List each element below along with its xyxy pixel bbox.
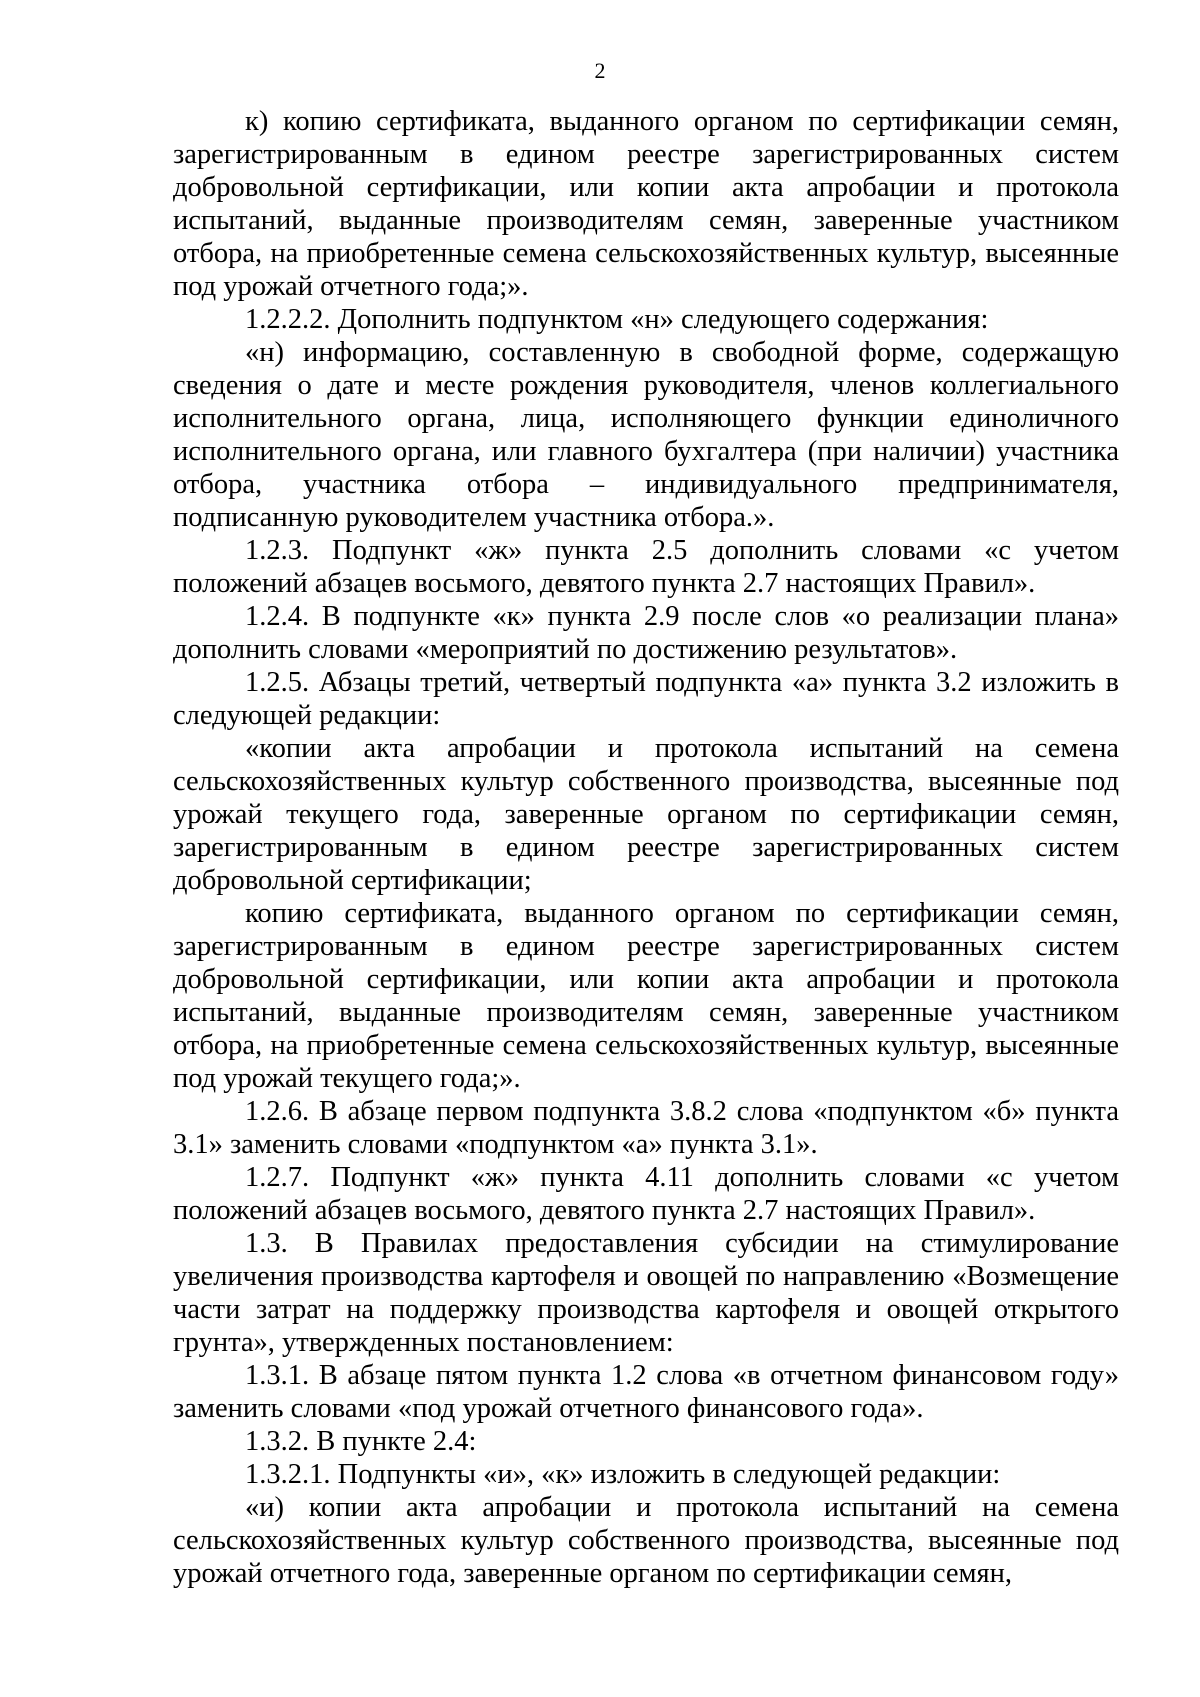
paragraph-1-3-1: 1.3.1. В абзаце пятом пункта 1.2 слова «в отчетном финансовом году» заменить словами «под урожай отчетного финансового года».: [173, 1360, 1119, 1424]
paragraph-1-2-3: 1.2.3. Подпункт «ж» пункта 2.5 дополнить словами «с учетом положений абзацев восьмого, девятого пункта 2.7 настоящих Правил».: [173, 535, 1119, 599]
paragraph-item-i: «и) копии акта апробации и протокола испытаний на семена сельскохозяйственных культур собственного производства, высеянные под урожай отчетного года, заверенные органом по сертификации семян,: [173, 1492, 1119, 1589]
paragraph-1-3-2-1: 1.3.2.1. Подпункты «и», «к» изложить в следующей редакции:: [245, 1459, 1001, 1490]
paragraph-1-2-6: 1.2.6. В абзаце первом подпункта 3.8.2 слова «подпунктом «б» пункта 3.1» заменить словами «подпунктом «а» пункта 3.1».: [173, 1096, 1119, 1160]
page-number: 2: [594, 58, 606, 83]
paragraph-item-n: «н) информацию, составленную в свободной форме, содержащую сведения о дате и месте рождения руководителя, членов коллегиального исполнительного органа, лица, исполняющего функции единоличного исполнительного органа, или главного бухгалтера (при наличии) участника отбора, участника отбора – индивидуального предпринимателя, подписанную руководителем участника отбора.».: [173, 337, 1119, 533]
document-body: [173, 105, 1119, 1590]
paragraph-1-2-5: 1.2.5. Абзацы третий, четвертый подпункта «а» пункта 3.2 изложить в следующей редакции:: [173, 667, 1119, 731]
paragraph-quoted-approbation: «копии акта апробации и протокола испытаний на семена сельскохозяйственных культур собственного производства, высеянные под урожай текущего года, заверенные органом по сертификации семян, зарегистрированным в едином реестре зарегистрированных систем добровольной сертификации;: [173, 733, 1119, 896]
paragraph-1-3-2: 1.3.2. В пункте 2.4:: [245, 1426, 477, 1457]
paragraph-item-k: к) копию сертификата, выданного органом по сертификации семян, зарегистрированным в едином реестре зарегистрированных систем добровольной сертификации, или копии акта апробации и протокола испытаний, выданные производителям семян, заверенные участником отбора, на приобретенные семена сельскохозяйственных культур, высеянные под урожай отчетного года;».: [173, 106, 1119, 302]
paragraph-1-2-2-2: 1.2.2.2. Дополнить подпунктом «н» следующего содержания:: [245, 304, 989, 335]
paragraph-1-2-7: 1.2.7. Подпункт «ж» пункта 4.11 дополнить словами «с учетом положений абзацев восьмого, девятого пункта 2.7 настоящих Правил».: [173, 1162, 1119, 1226]
paragraph-quoted-certificate: копию сертификата, выданного органом по сертификации семян, зарегистрированным в едином реестре зарегистрированных систем добровольной сертификации, или копии акта апробации и протокола испытаний, выданные производителям семян, заверенные участником отбора, на приобретенные семена сельскохозяйственных культур, высеянные под урожай текущего года;».: [173, 898, 1119, 1094]
paragraph-1-3: 1.3. В Правилах предоставления субсидии на стимулирование увеличения производства картофеля и овощей по направлению «Возмещение части затрат на поддержку производства картофеля и овощей открытого грунта», утвержденных постановлением:: [173, 1228, 1119, 1358]
paragraph-1-2-4: 1.2.4. В подпункте «к» пункта 2.9 после слов «о реализации плана» дополнить словами «мероприятий по достижению результатов».: [173, 601, 1119, 665]
